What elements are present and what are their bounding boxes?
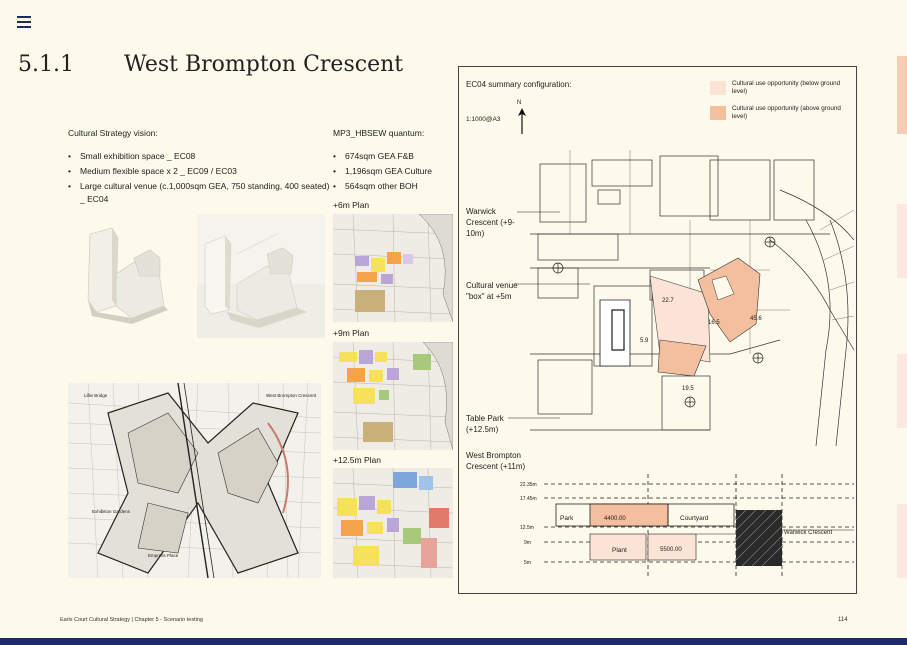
annotation-venue: Cultural venue "box" at +5m [466, 281, 518, 301]
list-item: • 674sqm GEA F&B [333, 150, 458, 163]
list-item: • 1,196sqm GEA Culture [333, 165, 458, 178]
callout-west-brompton: West Brompton Crescent [266, 393, 317, 398]
bottom-bar [0, 638, 907, 645]
footer-text: Earls Court Cultural Strategy | Chapter 5 - Scenario testing [60, 617, 203, 623]
section-label-area1: 4400.00 [604, 516, 626, 522]
chapter-tab[interactable] [897, 56, 907, 134]
scale-label: 1:1000@A3 [466, 116, 501, 123]
section-label-park: Park [560, 515, 574, 522]
callout-lillie-bridge: Lillie Bridge [84, 393, 108, 398]
annotation-warwick: Warwick Crescent (+9-10m) [466, 207, 515, 238]
section-diagram [520, 474, 854, 578]
level-label: 5m [524, 560, 531, 566]
section-label-plant: Plant [612, 547, 627, 554]
map-label: 22.7 [662, 298, 674, 304]
map-label: 45.6 [750, 316, 762, 322]
level-label: 12.5m [520, 525, 534, 531]
plan-label-12-5m: +12.5m Plan [333, 455, 381, 465]
summary-title: EC04 summary configuration: [466, 80, 572, 89]
level-label: 9m [524, 540, 531, 546]
list-item: • Large cultural venue (c.1,000sqm GEA, 750 standing, 400 seated) _ EC04 [68, 180, 330, 206]
section-label-area2: 5500.00 [660, 547, 682, 553]
map-label: 16.5 [708, 320, 720, 326]
plan-label-9m: +9m Plan [333, 328, 370, 338]
callout-empress-place: Empress Place [148, 553, 179, 558]
level-label: 17.45m [520, 496, 537, 502]
section-label-courtyard: Courtyard [680, 515, 709, 522]
legend-label-below: Cultural use opportunity (below ground level) [732, 80, 841, 95]
map-label: 19.5 [682, 386, 694, 392]
list-item: • 564sqm other BOH [333, 180, 458, 193]
annotation-west-brompton: West Brompton Crescent (+11m) [466, 451, 526, 471]
chapter-tab[interactable] [897, 204, 907, 278]
annotation-table-park: Table Park (+12.5m) [466, 414, 504, 434]
page-number: 114 [838, 617, 848, 623]
section-number: 5.1.1 [18, 52, 74, 77]
chapter-tab[interactable] [897, 504, 907, 578]
page-title: West Brompton Crescent [124, 52, 404, 77]
map-label: 5.9 [640, 338, 649, 344]
quantum-heading: MP3_HBSEW quantum: [333, 128, 425, 138]
level-label: 22.35m [520, 482, 537, 488]
legend-label-above: Cultural use opportunity (above ground level) [732, 105, 841, 120]
list-item: • Small exhibition space _ EC08 [68, 150, 330, 163]
north-label: N [517, 100, 522, 106]
list-item: • Medium flexible space x 2 _ EC09 / EC03 [68, 165, 330, 178]
section-label-warwick: Warwick Crescent [784, 530, 833, 536]
plan-label-6m: +6m Plan [333, 200, 370, 210]
vision-heading: Cultural Strategy vision: [68, 128, 158, 138]
callout-exhibition-gardens: Exhibition Gardens [92, 509, 131, 514]
chapter-tab[interactable] [897, 354, 907, 428]
